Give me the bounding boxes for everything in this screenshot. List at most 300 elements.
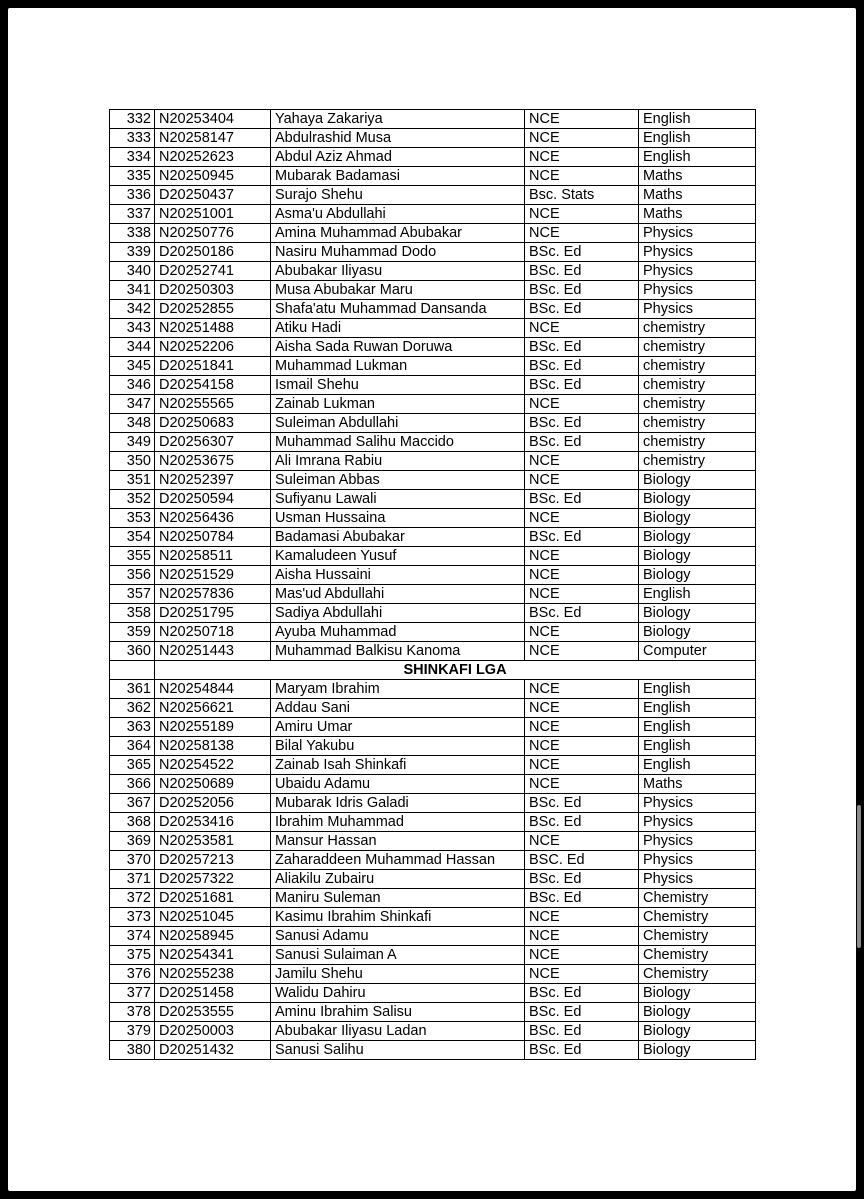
application-number-cell: D20252855 [155,300,271,319]
application-number-cell: D20250437 [155,186,271,205]
qualification-cell: NCE [525,395,639,414]
serial-number-cell: 339 [110,243,155,262]
subject-cell: chemistry [639,433,756,452]
candidate-name-cell: Yahaya Zakariya [271,110,525,129]
application-number-cell: N20255238 [155,965,271,984]
qualification-cell: NCE [525,148,639,167]
application-number-cell: D20250594 [155,490,271,509]
section-title: SHINKAFI LGA [155,661,756,680]
serial-number-cell: 336 [110,186,155,205]
candidate-name-cell: Maryam Ibrahim [271,680,525,699]
serial-number-cell: 377 [110,984,155,1003]
table-row [110,357,756,376]
subject-cell: chemistry [639,319,756,338]
candidate-name-cell: Muhammad Lukman [271,357,525,376]
qualification-cell: NCE [525,623,639,642]
table-row [110,509,756,528]
candidate-name-cell: Aisha Sada Ruwan Doruwa [271,338,525,357]
application-number-cell: N20250718 [155,623,271,642]
serial-number-cell: 379 [110,1022,155,1041]
application-number-cell: D20250683 [155,414,271,433]
subject-cell: Computer [639,642,756,661]
application-number-cell: N20258138 [155,737,271,756]
candidate-name-cell: Kasimu Ibrahim Shinkafi [271,908,525,927]
candidate-name-cell: Sanusi Adamu [271,927,525,946]
qualification-cell: BSc. Ed [525,414,639,433]
application-number-cell: N20253581 [155,832,271,851]
subject-cell: Biology [639,604,756,623]
table-row [110,737,756,756]
application-number-cell: D20251432 [155,1041,271,1060]
candidate-name-cell: Atiku Hadi [271,319,525,338]
application-number-cell: D20252741 [155,262,271,281]
candidate-name-cell: Zainab Lukman [271,395,525,414]
candidate-name-cell: Addau Sani [271,699,525,718]
subject-cell: Physics [639,832,756,851]
application-number-cell: N20254522 [155,756,271,775]
subject-cell: Maths [639,186,756,205]
qualification-cell: NCE [525,737,639,756]
application-number-cell: D20254158 [155,376,271,395]
scrollbar[interactable] [857,805,861,948]
serial-number-cell: 363 [110,718,155,737]
qualification-cell: NCE [525,775,639,794]
serial-number-cell: 349 [110,433,155,452]
serial-number-cell: 348 [110,414,155,433]
serial-number-cell: 353 [110,509,155,528]
subject-cell: Biology [639,471,756,490]
subject-cell: Physics [639,262,756,281]
serial-number-cell: 370 [110,851,155,870]
qualification-cell: NCE [525,927,639,946]
subject-cell: Biology [639,623,756,642]
subject-cell: chemistry [639,338,756,357]
qualification-cell: BSc. Ed [525,1041,639,1060]
section-header [110,661,756,680]
subject-cell: Biology [639,509,756,528]
serial-number-cell: 380 [110,1041,155,1060]
application-number-cell: D20251681 [155,889,271,908]
serial-number-cell: 345 [110,357,155,376]
table-row [110,471,756,490]
qualification-cell: NCE [525,965,639,984]
table-row [110,186,756,205]
candidate-name-cell: Mubarak Idris Galadi [271,794,525,813]
subject-cell: Physics [639,243,756,262]
serial-number-cell: 375 [110,946,155,965]
application-number-cell: D20253555 [155,1003,271,1022]
serial-number-cell: 359 [110,623,155,642]
candidate-name-cell: Badamasi Abubakar [271,528,525,547]
table-body-part-2 [110,680,756,1060]
subject-cell: Biology [639,528,756,547]
subject-cell: chemistry [639,357,756,376]
serial-number-cell: 354 [110,528,155,547]
table-row [110,376,756,395]
serial-number-cell: 372 [110,889,155,908]
subject-cell: Maths [639,167,756,186]
serial-number-cell: 338 [110,224,155,243]
qualification-cell: BSc. Ed [525,376,639,395]
subject-cell: Chemistry [639,946,756,965]
qualification-cell: NCE [525,699,639,718]
application-number-cell: N20250784 [155,528,271,547]
application-number-cell: D20256307 [155,433,271,452]
subject-cell: Chemistry [639,889,756,908]
qualification-cell: BSc. Ed [525,1003,639,1022]
subject-cell: Physics [639,813,756,832]
serial-number-cell: 358 [110,604,155,623]
candidate-name-cell: Sadiya Abdullahi [271,604,525,623]
table-row [110,338,756,357]
qualification-cell: BSc. Ed [525,281,639,300]
application-number-cell: D20252056 [155,794,271,813]
candidate-name-cell: Ubaidu Adamu [271,775,525,794]
application-number-cell: N20258945 [155,927,271,946]
table-body-part-1 [110,110,756,661]
qualification-cell: NCE [525,509,639,528]
subject-cell: Physics [639,224,756,243]
application-number-cell: D20250186 [155,243,271,262]
serial-number-cell: 360 [110,642,155,661]
application-number-cell: N20252397 [155,471,271,490]
serial-number-cell: 337 [110,205,155,224]
qualification-cell: Bsc. Stats [525,186,639,205]
serial-number-cell: 376 [110,965,155,984]
qualification-cell: NCE [525,205,639,224]
candidate-name-cell: Shafa'atu Muhammad Dansanda [271,300,525,319]
candidate-name-cell: Abdulrashid Musa [271,129,525,148]
table-row [110,262,756,281]
qualification-cell: BSc. Ed [525,357,639,376]
application-number-cell: N20258147 [155,129,271,148]
table-row [110,148,756,167]
table-row [110,984,756,1003]
candidate-name-cell: Suleiman Abbas [271,471,525,490]
table-row [110,300,756,319]
qualification-cell: NCE [525,167,639,186]
table-row [110,851,756,870]
application-number-cell: D20253416 [155,813,271,832]
serial-number-cell: 361 [110,680,155,699]
application-number-cell: N20250776 [155,224,271,243]
qualification-cell: BSc. Ed [525,813,639,832]
candidate-name-cell: Aminu Ibrahim Salisu [271,1003,525,1022]
candidate-name-cell: Asma'u Abdullahi [271,205,525,224]
table-row [110,281,756,300]
subject-cell: English [639,129,756,148]
serial-number-cell: 340 [110,262,155,281]
serial-number-cell: 351 [110,471,155,490]
table-row [110,490,756,509]
candidate-name-cell: Abdul Aziz Ahmad [271,148,525,167]
table-row [110,604,756,623]
table-row [110,566,756,585]
table-row [110,813,756,832]
qualification-cell: NCE [525,547,639,566]
serial-number-cell: 350 [110,452,155,471]
table-row [110,927,756,946]
subject-cell: English [639,148,756,167]
serial-number-cell: 334 [110,148,155,167]
subject-cell: Physics [639,300,756,319]
table-row [110,623,756,642]
serial-number-cell: 365 [110,756,155,775]
candidate-name-cell: Usman Hussaina [271,509,525,528]
qualification-cell: BSc. Ed [525,262,639,281]
application-number-cell: D20257322 [155,870,271,889]
subject-cell: chemistry [639,376,756,395]
subject-cell: Maths [639,775,756,794]
candidate-name-cell: Sanusi Sulaiman A [271,946,525,965]
application-number-cell: N20256621 [155,699,271,718]
application-number-cell: N20251443 [155,642,271,661]
candidate-name-cell: Surajo Shehu [271,186,525,205]
subject-cell: chemistry [639,414,756,433]
qualification-cell: NCE [525,566,639,585]
application-number-cell: N20253404 [155,110,271,129]
section-row [110,661,756,680]
candidate-name-cell: Sufiyanu Lawali [271,490,525,509]
application-number-cell: N20254844 [155,680,271,699]
application-number-cell: N20252623 [155,148,271,167]
candidate-name-cell: Aisha Hussaini [271,566,525,585]
serial-number-cell: 366 [110,775,155,794]
qualification-cell: NCE [525,471,639,490]
candidate-name-cell: Zaharaddeen Muhammad Hassan [271,851,525,870]
serial-number-cell: 374 [110,927,155,946]
qualification-cell: NCE [525,946,639,965]
application-number-cell: D20250303 [155,281,271,300]
candidate-name-cell: Kamaludeen Yusuf [271,547,525,566]
serial-number-cell: 352 [110,490,155,509]
serial-number-cell: 371 [110,870,155,889]
qualification-cell: NCE [525,110,639,129]
serial-number-cell: 333 [110,129,155,148]
table-row [110,452,756,471]
qualification-cell: NCE [525,129,639,148]
candidate-name-cell: Suleiman Abdullahi [271,414,525,433]
candidate-name-cell: Mas'ud Abdullahi [271,585,525,604]
subject-cell: English [639,110,756,129]
table-row [110,547,756,566]
qualification-cell: NCE [525,452,639,471]
subject-cell: Physics [639,281,756,300]
application-number-cell: D20257213 [155,851,271,870]
candidate-name-cell: Abubakar Iliyasu [271,262,525,281]
qualification-cell: BSc. Ed [525,1022,639,1041]
qualification-cell: NCE [525,585,639,604]
serial-number-cell: 367 [110,794,155,813]
table-row [110,832,756,851]
table-row [110,414,756,433]
qualification-cell: BSc. Ed [525,300,639,319]
qualification-cell: NCE [525,680,639,699]
table-row [110,870,756,889]
qualification-cell: BSc. Ed [525,870,639,889]
subject-cell: chemistry [639,395,756,414]
qualification-cell: NCE [525,319,639,338]
subject-cell: Biology [639,1041,756,1060]
candidate-name-cell: Mansur Hassan [271,832,525,851]
application-number-cell: N20250945 [155,167,271,186]
subject-cell: Physics [639,794,756,813]
subject-cell: Biology [639,490,756,509]
application-number-cell: N20253675 [155,452,271,471]
table-row [110,585,756,604]
qualification-cell: NCE [525,224,639,243]
candidate-name-cell: Nasiru Muhammad Dodo [271,243,525,262]
candidate-name-cell: Muhammad Balkisu Kanoma [271,642,525,661]
table-row [110,110,756,129]
subject-cell: English [639,737,756,756]
subject-cell: Biology [639,1003,756,1022]
application-number-cell: D20251795 [155,604,271,623]
qualification-cell: BSc. Ed [525,528,639,547]
serial-number-cell: 341 [110,281,155,300]
qualification-cell: NCE [525,832,639,851]
application-number-cell: N20258511 [155,547,271,566]
section-blank-cell [110,661,155,680]
table-row [110,205,756,224]
table-row [110,433,756,452]
table-row [110,243,756,262]
serial-number-cell: 335 [110,167,155,186]
subject-cell: English [639,680,756,699]
table-row [110,756,756,775]
candidate-name-cell: Ismail Shehu [271,376,525,395]
qualification-cell: BSc. Ed [525,243,639,262]
subject-cell: Physics [639,851,756,870]
serial-number-cell: 378 [110,1003,155,1022]
subject-cell: English [639,756,756,775]
serial-number-cell: 344 [110,338,155,357]
candidate-name-cell: Bilal Yakubu [271,737,525,756]
application-number-cell: N20252206 [155,338,271,357]
candidate-name-cell: Musa Abubakar Maru [271,281,525,300]
table-row [110,680,756,699]
qualification-cell: BSc. Ed [525,490,639,509]
candidate-name-cell: Amina Muhammad Abubakar [271,224,525,243]
candidate-name-cell: Ayuba Muhammad [271,623,525,642]
candidates-table [109,109,756,1060]
subject-cell: English [639,718,756,737]
serial-number-cell: 332 [110,110,155,129]
application-number-cell: N20251001 [155,205,271,224]
table-row [110,528,756,547]
qualification-cell: BSC. Ed [525,851,639,870]
table-row [110,167,756,186]
serial-number-cell: 346 [110,376,155,395]
serial-number-cell: 343 [110,319,155,338]
table-row [110,775,756,794]
subject-cell: Physics [639,870,756,889]
application-number-cell: N20257836 [155,585,271,604]
application-number-cell: N20256436 [155,509,271,528]
subject-cell: Chemistry [639,927,756,946]
candidate-name-cell: Zainab Isah Shinkafi [271,756,525,775]
serial-number-cell: 357 [110,585,155,604]
serial-number-cell: 342 [110,300,155,319]
serial-number-cell: 362 [110,699,155,718]
qualification-cell: BSc. Ed [525,433,639,452]
subject-cell: chemistry [639,452,756,471]
table-row [110,395,756,414]
table-row [110,642,756,661]
serial-number-cell: 355 [110,547,155,566]
table-row [110,1003,756,1022]
candidate-name-cell: Muhammad Salihu Maccido [271,433,525,452]
candidate-name-cell: Abubakar Iliyasu Ladan [271,1022,525,1041]
table-row [110,319,756,338]
application-number-cell: D20250003 [155,1022,271,1041]
subject-cell: English [639,699,756,718]
table-row [110,1041,756,1060]
subject-cell: Biology [639,566,756,585]
subject-cell: Chemistry [639,908,756,927]
application-number-cell: D20251458 [155,984,271,1003]
serial-number-cell: 368 [110,813,155,832]
qualification-cell: NCE [525,718,639,737]
table-row [110,224,756,243]
table-row [110,718,756,737]
qualification-cell: NCE [525,908,639,927]
application-number-cell: D20251841 [155,357,271,376]
application-number-cell: N20251488 [155,319,271,338]
serial-number-cell: 369 [110,832,155,851]
candidate-name-cell: Aliakilu Zubairu [271,870,525,889]
application-number-cell: N20255565 [155,395,271,414]
qualification-cell: BSc. Ed [525,794,639,813]
application-number-cell: N20255189 [155,718,271,737]
subject-cell: Biology [639,1022,756,1041]
subject-cell: Biology [639,984,756,1003]
candidate-name-cell: Walidu Dahiru [271,984,525,1003]
qualification-cell: BSc. Ed [525,889,639,908]
application-number-cell: N20251529 [155,566,271,585]
candidate-name-cell: Mubarak Badamasi [271,167,525,186]
subject-cell: Chemistry [639,965,756,984]
candidate-name-cell: Sanusi Salihu [271,1041,525,1060]
subject-cell: Biology [639,547,756,566]
qualification-cell: BSc. Ed [525,984,639,1003]
table-row [110,794,756,813]
serial-number-cell: 356 [110,566,155,585]
application-number-cell: N20254341 [155,946,271,965]
table-row [110,908,756,927]
table-row [110,1022,756,1041]
qualification-cell: NCE [525,756,639,775]
table-row [110,129,756,148]
table-row [110,699,756,718]
application-number-cell: N20251045 [155,908,271,927]
application-number-cell: N20250689 [155,775,271,794]
table-row [110,889,756,908]
candidate-name-cell: Maniru Suleman [271,889,525,908]
table-row [110,946,756,965]
subject-cell: English [639,585,756,604]
qualification-cell: NCE [525,642,639,661]
qualification-cell: BSc. Ed [525,604,639,623]
candidate-name-cell: Jamilu Shehu [271,965,525,984]
serial-number-cell: 347 [110,395,155,414]
subject-cell: Maths [639,205,756,224]
qualification-cell: BSc. Ed [525,338,639,357]
candidate-name-cell: Ibrahim Muhammad [271,813,525,832]
candidate-name-cell: Ali Imrana Rabiu [271,452,525,471]
table-row [110,965,756,984]
serial-number-cell: 373 [110,908,155,927]
